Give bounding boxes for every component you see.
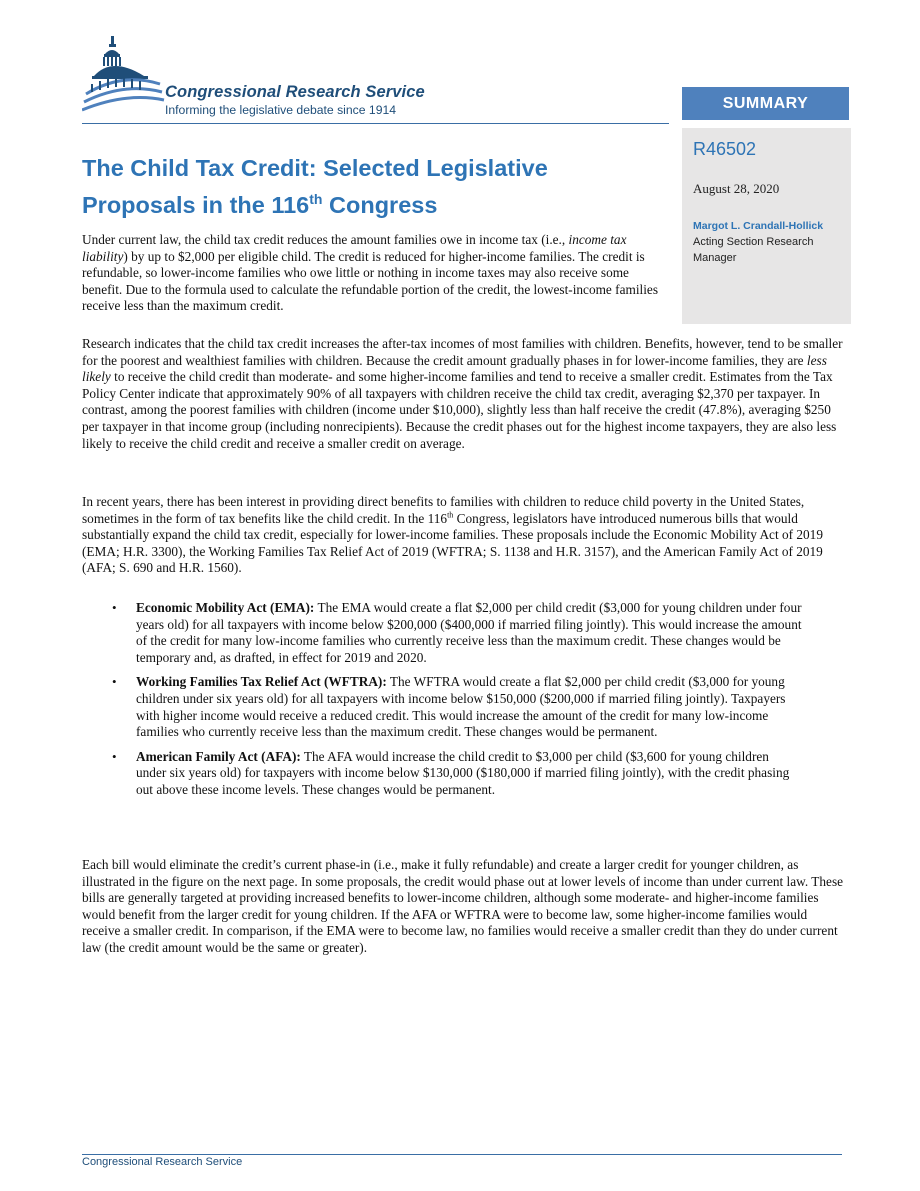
- bill-effects-paragraph: Each bill would eliminate the credit’s current phase-in (i.e., make it fully refundable) and create a larger credit for younger children, as illustrated in the figure on the next page. In some proposals, the credit would phase out at lower levels of income than under current law. These bills are generally targeted at providing increased benefits to lower-income children, although some moderate- and higher-income families would benefit from the larger credit for young children. If the AFA or WFTRA were to become law, some higher-income families would receive a smaller credit. In comparison, if the EMA were to become law, no families would receive a smaller credit than they do under current law (the credit amount would be the same or greater).: [82, 857, 844, 955]
- footer-text: Congressional Research Service: [82, 1156, 243, 1168]
- bullet-icon: •: [112, 748, 117, 764]
- list-item: • American Family Act (AFA): The AFA would increase the child credit to $3,000 per child ($3,600 for young children under six years old) for taxpayers with income below $130,000 ($180,000 if married filing jointly), with the credit phasing out above these income levels. These changes would be permanent.: [112, 748, 790, 797]
- bullet-icon: •: [112, 600, 117, 615]
- org-name: Congressional Research Service: [165, 83, 425, 101]
- title-line-2: Proposals in the 116th Congress: [82, 191, 438, 218]
- author-title: Acting Section Research Manager: [693, 236, 814, 264]
- bullet-icon: •: [112, 674, 117, 690]
- footer-divider: [82, 1154, 842, 1155]
- report-number: R46502: [693, 139, 757, 159]
- page-title: [82, 150, 672, 224]
- proposal-list: [82, 600, 802, 807]
- research-paragraph: Research indicates that the child tax credit increases the after-tax incomes of most families with children. Benefits, however, tend to be smaller for the poorest and wealthiest families with children. Because the credit amount gradually phases in for lower-income families, they are less likely to receive the child credit than moderate- and some higher-income families and tend to receive a smaller credit. Estimates from the Tax Policy Center indicate that approximately 90% of all taxpayers with children receive the child tax credit, averaging $2,370 per taxpayer. In contrast, among the poorest families with children (income under $10,000), slightly less than half receive the credit (47.8%), averaging $250 per taxpayer in that income group (including nonrecipients). Because the credit phases out for the highest income taxpayers, they are also less likely to receive the child credit and receive a smaller credit on average.: [82, 336, 843, 451]
- report-date: August 28, 2020: [693, 181, 780, 196]
- recent-years-paragraph: In recent years, there has been interest in providing direct benefits to families with children to reduce child poverty in the United States, sometimes in the form of tax benefits like the child credit. In the 116th Congress, legislators have introduced numerous bills that would substantially expand the child tax credit, especially for lower-income families. These proposals include the Economic Mobility Act of 2019 (EMA; H.R. 3300), the Working Families Tax Relief Act of 2019 (WFTRA; S. 1138 and H.R. 3157), and the American Family Act of 2019 (AFA; S. 690 and H.R. 1560).: [82, 494, 823, 576]
- summary-heading: SUMMARY: [682, 87, 849, 120]
- org-tagline: Informing the legislative debate since 1914: [165, 103, 397, 117]
- header-divider: [82, 123, 669, 124]
- list-item: • Economic Mobility Act (EMA): The EMA would create a flat $2,000 per child credit ($3,000 for young children under four years old) for all taxpayers with income below $200,000 ($400,000 if married filing jointly). This would increase the amount of the credit for many low-income families who currently receive less than the maximum credit. These changes would be temporary and, as drafted, in effect for 2019 and 2020.: [112, 600, 802, 665]
- intro-paragraph: Under current law, the child tax credit reduces the amount families owe in income tax (i.e., income tax liability) by up to $2,000 per eligible child. The credit is reduced for higher-income families. The credit is refundable, so lower-income families who owe little or nothing in income taxes may also receive some benefit. Due to the formula used to calculate the refundable portion of the credit, the lowest-income families receive less than the maximum credit.: [82, 232, 658, 314]
- list-item: • Working Families Tax Relief Act (WFTRA): The WFTRA would create a flat $2,000 per child credit ($3,000 for young children under six years old) for all taxpayers with income below $150,000 ($200,000 if married filing jointly). Taxpayers with higher income would receive a reduced credit. This would increase the amount of the credit for many low-income families who currently receive less than the maximum credit. These changes would be permanent.: [112, 674, 786, 740]
- author-name: Margot L. Crandall-Hollick: [693, 220, 824, 232]
- title-line-1: The Child Tax Credit: Selected Legislative: [82, 155, 548, 181]
